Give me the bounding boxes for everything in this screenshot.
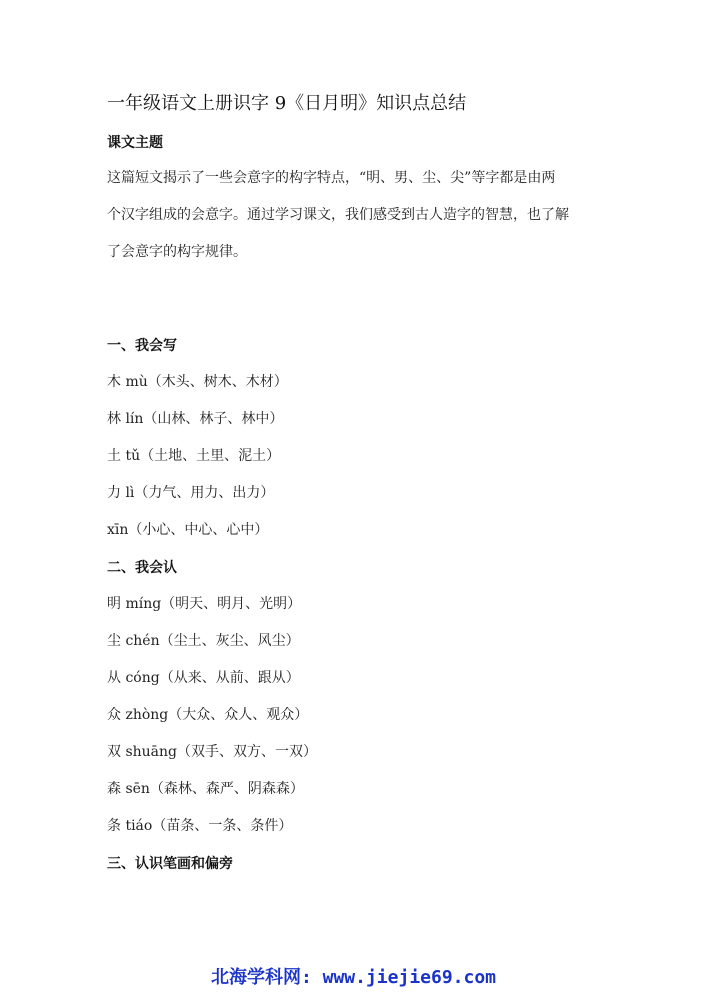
list-item: 土 tǔ（土地、土里、泥土） [107, 448, 281, 464]
section-heading-write: 一、我会写 [107, 338, 177, 354]
theme-line: 这篇短文揭示了一些会意字的构字特点，“明、男、尘、尖”等字都是由两 [107, 170, 556, 186]
theme-line: 个汉字组成的会意字。通过学习课文，我们感受到古人造字的智慧，也了解 [107, 207, 569, 223]
list-item: 条 tiáo（苗条、一条、条件） [107, 818, 293, 834]
list-item: 力 lì（力气、用力、出力） [107, 485, 275, 501]
list-item: 木 mù（木头、树木、木材） [107, 374, 288, 390]
theme-heading: 课文主题 [107, 135, 163, 151]
list-item: xīn（小心、中心、心中） [107, 522, 269, 538]
theme-paragraph [107, 160, 607, 271]
list-item: 尘 chén（尘土、灰尘、风尘） [107, 633, 300, 649]
list-item: 森 sēn（森林、森严、阴森森） [107, 781, 304, 797]
list-item: 双 shuāng（双手、双方、一双） [107, 744, 317, 760]
footer-website-link[interactable]: 北海学科网: www.jiejie69.com [210, 967, 497, 988]
section-heading-strokes: 三、认识笔画和偏旁 [107, 856, 233, 872]
list-item: 明 míng（明天、明月、光明） [107, 596, 302, 612]
list-item: 林 lín（山林、林子、林中） [107, 411, 284, 427]
list-item: 从 cóng（从来、从前、跟从） [107, 670, 300, 686]
theme-line: 了会意字的构字规律。 [107, 244, 247, 260]
list-item: 众 zhòng（大众、众人、观众） [107, 707, 309, 723]
section-heading-recognize: 二、我会认 [107, 560, 177, 576]
document-title: 一年级语文上册识字 9《日月明》知识点总结 [107, 93, 467, 114]
